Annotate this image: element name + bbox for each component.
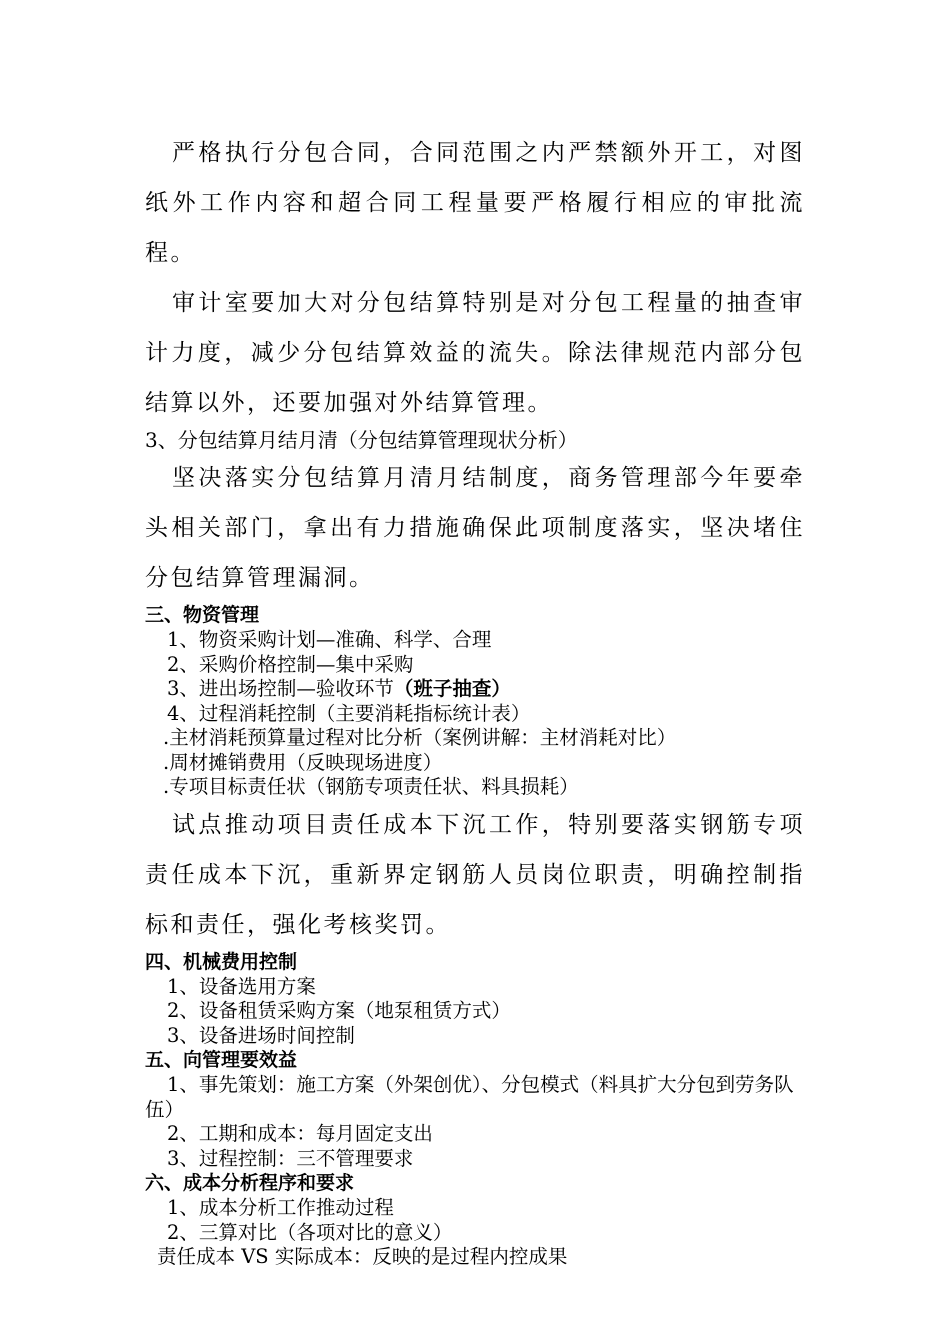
list-item: 3、过程控制：三不管理要求 bbox=[167, 1146, 414, 1170]
paragraph-audit: 审计室要加大对分包结算特别是对分包工程量的抽查审计力度，减少分包结算效益的流失。除法律规范内部分包结算以外，还要加强对外结算管理。 bbox=[145, 290, 805, 416]
paragraph-responsibility: 试点推动项目责任成本下沉工作，特别要落实钢筋专项责任成本下沉，重新界定钢筋人员岗位职责，明确控制指标和责任，强化考核奖罚。 bbox=[145, 811, 805, 938]
list-item: .主材消耗预算量过程对比分析（案例讲解：主材消耗对比） bbox=[163, 726, 677, 749]
paragraph-contract: 严格执行分包合同，合同范围之内严禁额外开工，对图纸外工作内容和超合同工程量要严格履行相应的审批流程。 bbox=[145, 140, 805, 266]
list-item: 1、物资采购计划—准确、科学、合理 bbox=[167, 628, 492, 651]
list-item-text: 3、进出场控制—验收环节 bbox=[167, 677, 394, 700]
subheading-monthly-settlement: 3、分包结算月结月清（分包结算管理现状分析） bbox=[145, 428, 578, 452]
paragraph-settlement: 坚决落实分包结算月清月结制度，商务管理部今年要牵头相关部门，拿出有力措施确保此项制度落实，坚决堵住分包结算管理漏洞。 bbox=[145, 465, 805, 591]
section-management-title: 五、向管理要效益 bbox=[145, 1049, 298, 1071]
list-item bbox=[145, 677, 805, 702]
list-item-bold-text: （班子抽查） bbox=[393, 677, 511, 700]
list-item: 3、设备进场时间控制 bbox=[167, 1023, 355, 1047]
list-item: 2、工期和成本：每月固定支出 bbox=[167, 1122, 433, 1145]
list-item: 2、设备租赁采购方案（地泵租赁方式） bbox=[167, 999, 511, 1022]
document-body bbox=[145, 128, 805, 1270]
section-machinery-title: 四、机械费用控制 bbox=[145, 950, 298, 973]
list-item: .周材摊销费用（反映现场进度） bbox=[163, 750, 443, 774]
list-item: 1、设备选用方案 bbox=[167, 974, 316, 998]
list-item: 4、过程消耗控制（主要消耗指标统计表） bbox=[167, 701, 531, 725]
list-item: 责任成本 VS 实际成本：反映的是过程内控成果 bbox=[157, 1245, 568, 1268]
list-item: 2、采购价格控制—集中采购 bbox=[167, 652, 414, 676]
list-item: .专项目标责任状（钢筋专项责任状、料具损耗） bbox=[163, 775, 579, 798]
list-item: 1、成本分析工作推动过程 bbox=[167, 1196, 394, 1219]
list-item: 1、事先策划：施工方案（外架创优）、分包模式（料具扩大分包到劳务队伍） bbox=[145, 1073, 794, 1121]
list-item: 2、三算对比（各项对比的意义） bbox=[167, 1220, 453, 1244]
section-materials-title: 三、物资管理 bbox=[145, 604, 260, 626]
section-cost-analysis-title: 六、成本分析程序和要求 bbox=[145, 1172, 355, 1194]
